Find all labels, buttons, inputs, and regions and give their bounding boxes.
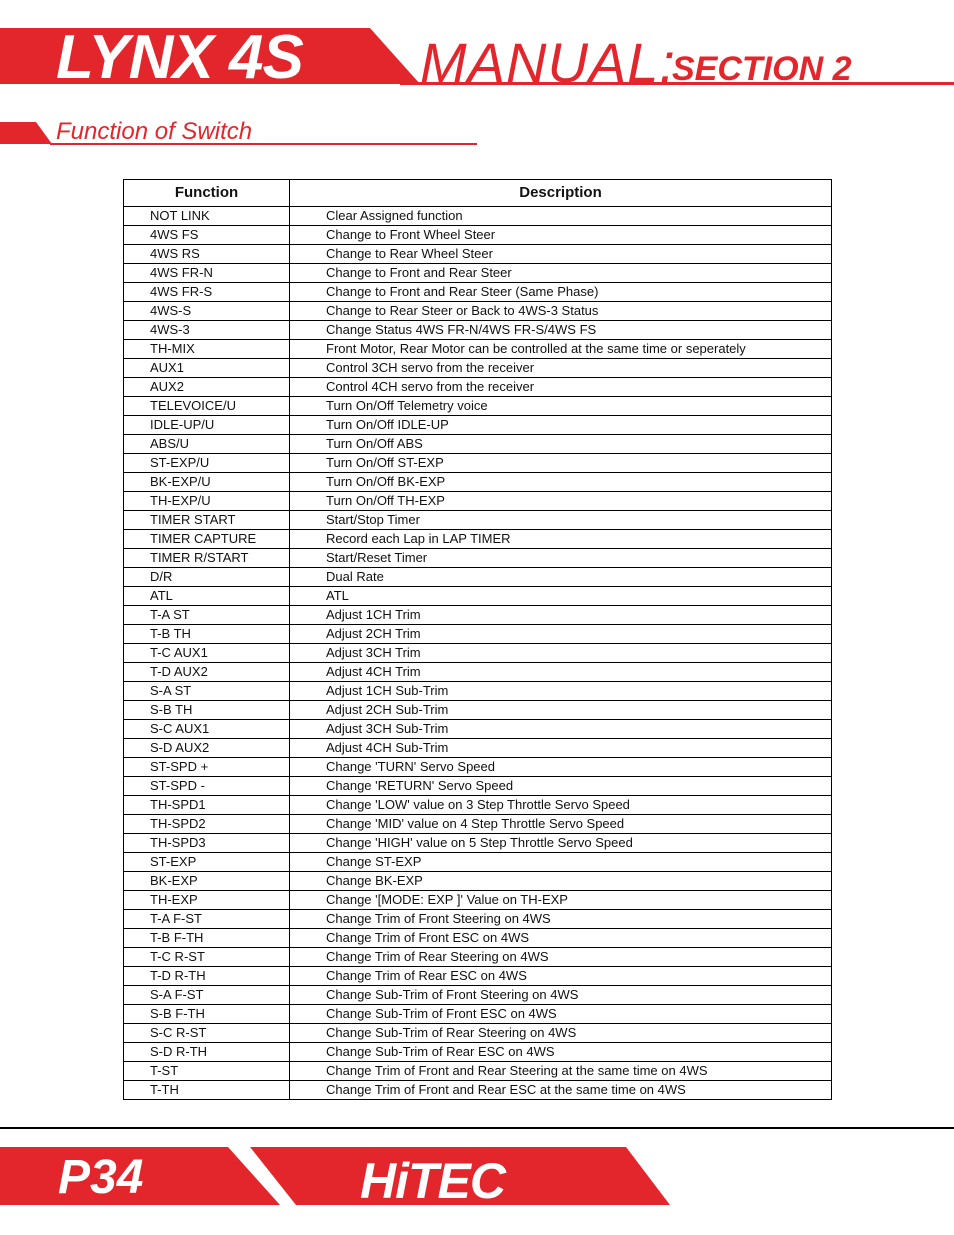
description-cell: Change to Rear Steer or Back to 4WS-3 Status <box>290 302 832 321</box>
description-cell: Change Trim of Rear Steering on 4WS <box>290 948 832 967</box>
table-row <box>124 758 832 777</box>
table-row <box>124 663 832 682</box>
table-row <box>124 549 832 568</box>
table-row <box>124 473 832 492</box>
description-cell: Adjust 1CH Sub-Trim <box>290 682 832 701</box>
description-cell: Change 'TURN' Servo Speed <box>290 758 832 777</box>
function-cell: TH-MIX <box>124 340 290 359</box>
description-cell: Turn On/Off ST-EXP <box>290 454 832 473</box>
function-cell: T-D AUX2 <box>124 663 290 682</box>
table-row <box>124 454 832 473</box>
description-cell: Adjust 4CH Sub-Trim <box>290 739 832 758</box>
function-cell: IDLE-UP/U <box>124 416 290 435</box>
switch-function-table <box>123 179 832 1100</box>
function-cell: ST-SPD + <box>124 758 290 777</box>
table-row <box>124 701 832 720</box>
description-cell: Turn On/Off TH-EXP <box>290 492 832 511</box>
table-row <box>124 853 832 872</box>
description-cell: Change Trim of Front ESC on 4WS <box>290 929 832 948</box>
description-cell: Change 'RETURN' Servo Speed <box>290 777 832 796</box>
table-row <box>124 891 832 910</box>
function-cell: T-B TH <box>124 625 290 644</box>
function-cell: 4WS-3 <box>124 321 290 340</box>
table-row <box>124 321 832 340</box>
description-cell: Change 'LOW' value on 3 Step Throttle Servo Speed <box>290 796 832 815</box>
function-cell: S-A F-ST <box>124 986 290 1005</box>
description-cell: Adjust 3CH Sub-Trim <box>290 720 832 739</box>
function-cell: T-C AUX1 <box>124 644 290 663</box>
description-cell: Front Motor, Rear Motor can be controlled at the same time or seperately <box>290 340 832 359</box>
table-row <box>124 796 832 815</box>
function-cell: BK-EXP <box>124 872 290 891</box>
table-row <box>124 587 832 606</box>
description-cell: Change Sub-Trim of Front Steering on 4WS <box>290 986 832 1005</box>
description-cell: Change Sub-Trim of Front ESC on 4WS <box>290 1005 832 1024</box>
function-cell: TH-SPD2 <box>124 815 290 834</box>
function-cell: 4WS RS <box>124 245 290 264</box>
footer-rule <box>0 1127 954 1129</box>
table-body <box>124 207 832 1100</box>
table-row <box>124 967 832 986</box>
function-cell: BK-EXP/U <box>124 473 290 492</box>
table-row <box>124 378 832 397</box>
function-cell: S-A ST <box>124 682 290 701</box>
function-cell: S-B TH <box>124 701 290 720</box>
table-header-row <box>124 180 832 207</box>
table-row <box>124 568 832 587</box>
description-cell: Change Status 4WS FR-N/4WS FR-S/4WS FS <box>290 321 832 340</box>
table-row <box>124 834 832 853</box>
function-cell: S-C AUX1 <box>124 720 290 739</box>
table-row <box>124 397 832 416</box>
description-cell: Adjust 3CH Trim <box>290 644 832 663</box>
table-row <box>124 264 832 283</box>
table-row <box>124 986 832 1005</box>
table-row <box>124 416 832 435</box>
function-cell: 4WS FR-N <box>124 264 290 283</box>
description-cell: Start/Stop Timer <box>290 511 832 530</box>
table-row <box>124 606 832 625</box>
section-label: SECTION 2 <box>672 50 852 88</box>
description-cell: Change '[MODE: EXP ]' Value on TH-EXP <box>290 891 832 910</box>
section-subtitle: Function of Switch <box>56 118 253 145</box>
description-cell: Turn On/Off BK-EXP <box>290 473 832 492</box>
function-cell: TH-EXP <box>124 891 290 910</box>
description-cell: Control 4CH servo from the receiver <box>290 378 832 397</box>
table-row <box>124 739 832 758</box>
description-cell: Change to Front Wheel Steer <box>290 226 832 245</box>
table-row <box>124 283 832 302</box>
function-cell: TELEVOICE/U <box>124 397 290 416</box>
description-cell: Adjust 1CH Trim <box>290 606 832 625</box>
table-row <box>124 530 832 549</box>
function-cell: S-D AUX2 <box>124 739 290 758</box>
description-cell: Change Sub-Trim of Rear Steering on 4WS <box>290 1024 832 1043</box>
description-cell: Change ST-EXP <box>290 853 832 872</box>
table-row <box>124 1005 832 1024</box>
table-row <box>124 872 832 891</box>
table-row <box>124 245 832 264</box>
description-cell: Adjust 2CH Sub-Trim <box>290 701 832 720</box>
table-row <box>124 359 832 378</box>
table-row <box>124 226 832 245</box>
function-cell: TIMER CAPTURE <box>124 530 290 549</box>
function-cell: 4WS-S <box>124 302 290 321</box>
description-cell: Adjust 4CH Trim <box>290 663 832 682</box>
function-cell: ATL <box>124 587 290 606</box>
table-row <box>124 492 832 511</box>
function-cell: NOT LINK <box>124 207 290 226</box>
table-row <box>124 625 832 644</box>
table-row <box>124 644 832 663</box>
function-cell: T-A ST <box>124 606 290 625</box>
table-row <box>124 682 832 701</box>
function-cell: S-D R-TH <box>124 1043 290 1062</box>
description-cell: Change Trim of Front and Rear ESC at the same time on 4WS <box>290 1081 832 1100</box>
function-cell: TIMER R/START <box>124 549 290 568</box>
description-cell: Clear Assigned function <box>290 207 832 226</box>
description-cell: Turn On/Off Telemetry voice <box>290 397 832 416</box>
description-cell: Change to Front and Rear Steer (Same Phase) <box>290 283 832 302</box>
description-cell: Change Trim of Front Steering on 4WS <box>290 910 832 929</box>
description-cell: ATL <box>290 587 832 606</box>
function-cell: TH-EXP/U <box>124 492 290 511</box>
description-cell: Change Sub-Trim of Rear ESC on 4WS <box>290 1043 832 1062</box>
function-cell: 4WS FR-S <box>124 283 290 302</box>
hitec-logo: HiTEC <box>360 1153 505 1209</box>
table-row <box>124 815 832 834</box>
function-cell: ST-SPD - <box>124 777 290 796</box>
description-cell: Change Trim of Rear ESC on 4WS <box>290 967 832 986</box>
table-row <box>124 720 832 739</box>
function-cell: 4WS FS <box>124 226 290 245</box>
function-cell: T-TH <box>124 1081 290 1100</box>
function-cell: T-D R-TH <box>124 967 290 986</box>
function-cell: ABS/U <box>124 435 290 454</box>
function-cell: T-C R-ST <box>124 948 290 967</box>
description-column-header: Description <box>290 180 832 207</box>
table-row <box>124 929 832 948</box>
table-row <box>124 302 832 321</box>
description-cell: Record each Lap in LAP TIMER <box>290 530 832 549</box>
function-cell: AUX1 <box>124 359 290 378</box>
description-cell: Change to Rear Wheel Steer <box>290 245 832 264</box>
function-cell: ST-EXP/U <box>124 454 290 473</box>
description-cell: Dual Rate <box>290 568 832 587</box>
function-cell: T-B F-TH <box>124 929 290 948</box>
description-cell: Change to Front and Rear Steer <box>290 264 832 283</box>
function-cell: T-A F-ST <box>124 910 290 929</box>
description-cell: Change 'MID' value on 4 Step Throttle Servo Speed <box>290 815 832 834</box>
description-cell: Adjust 2CH Trim <box>290 625 832 644</box>
table-row <box>124 435 832 454</box>
description-cell: Control 3CH servo from the receiver <box>290 359 832 378</box>
table-row <box>124 1062 832 1081</box>
table-row <box>124 207 832 226</box>
function-cell: TH-SPD3 <box>124 834 290 853</box>
table-row <box>124 777 832 796</box>
description-cell: Start/Reset Timer <box>290 549 832 568</box>
table-row <box>124 1081 832 1100</box>
table-row <box>124 910 832 929</box>
function-cell: T-ST <box>124 1062 290 1081</box>
description-cell: Turn On/Off ABS <box>290 435 832 454</box>
function-cell: S-B F-TH <box>124 1005 290 1024</box>
function-cell: TIMER START <box>124 511 290 530</box>
table-row <box>124 948 832 967</box>
function-cell: TH-SPD1 <box>124 796 290 815</box>
description-cell: Change BK-EXP <box>290 872 832 891</box>
manual-label: MANUAL: <box>420 31 676 94</box>
description-cell: Turn On/Off IDLE-UP <box>290 416 832 435</box>
function-cell: D/R <box>124 568 290 587</box>
table-row <box>124 511 832 530</box>
description-cell: Change 'HIGH' value on 5 Step Throttle Servo Speed <box>290 834 832 853</box>
function-cell: ST-EXP <box>124 853 290 872</box>
manual-title: LYNX 4S <box>56 23 303 92</box>
page-number: P34 <box>58 1151 144 1204</box>
function-cell: S-C R-ST <box>124 1024 290 1043</box>
table-row <box>124 340 832 359</box>
table-row <box>124 1024 832 1043</box>
table-row <box>124 1043 832 1062</box>
function-column-header: Function <box>124 180 290 207</box>
function-cell: AUX2 <box>124 378 290 397</box>
description-cell: Change Trim of Front and Rear Steering at the same time on 4WS <box>290 1062 832 1081</box>
